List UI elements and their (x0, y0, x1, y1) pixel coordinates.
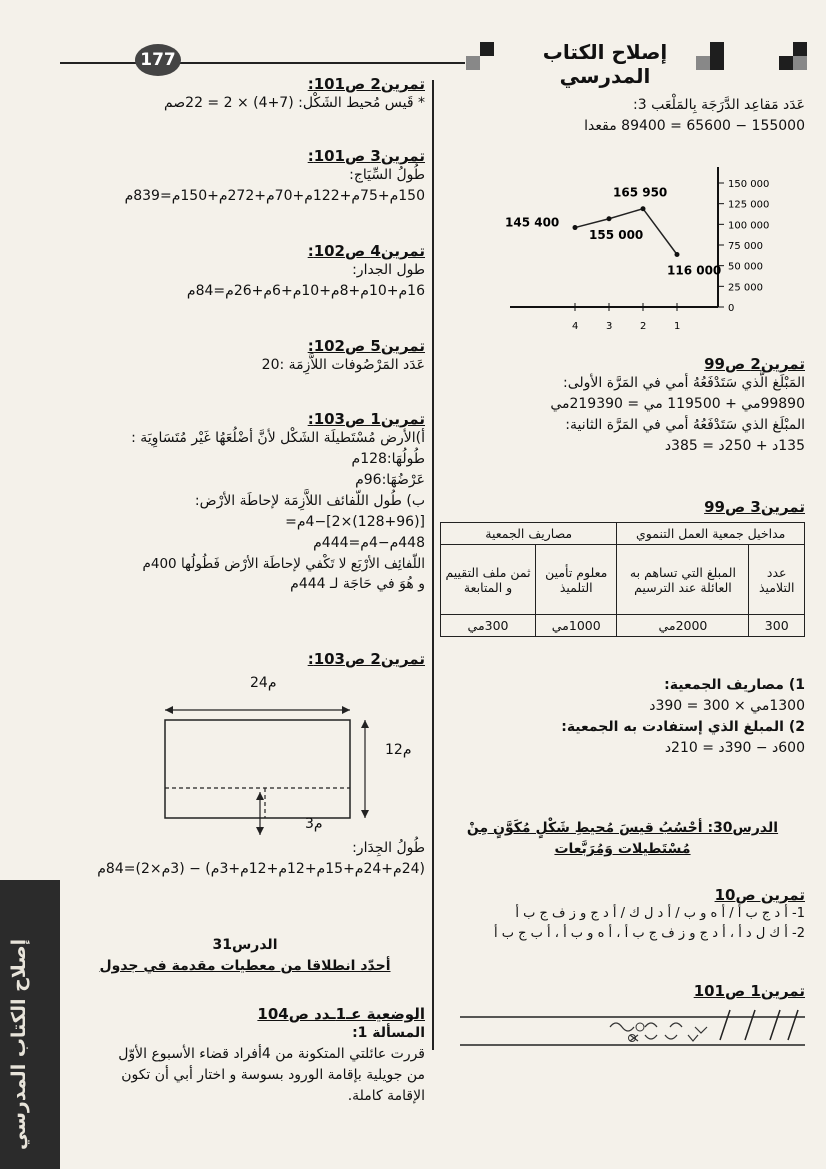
ex2-103 (65, 650, 425, 668)
ex3-99-answers (440, 675, 805, 759)
column-divider (432, 80, 434, 1050)
ex1-101 (440, 982, 805, 1000)
ex4-102-line-2: 16م+10م+8م+10م+6م+26م=84م (186, 283, 425, 299)
y-tick-label: 0 (728, 303, 735, 314)
ex4-102-title: تمرين4 ص102: (307, 242, 425, 260)
situation-line-1: قررت عائلتي المتكونة من 4أفراد قضاء الأسبوع الأوّل (118, 1046, 425, 1062)
data-point (607, 216, 612, 221)
ex1-103-line-8: و هُوَ في حَاجَة لـ 444م (290, 576, 425, 593)
lesson-31-title: الدرس31 (212, 937, 278, 953)
x-tick-label: 1 (674, 321, 681, 332)
ex2-99 (440, 355, 805, 457)
lesson-30 (440, 818, 805, 860)
y-tick-label: 100 000 (728, 220, 770, 232)
col-students: عدد التلاميذ (749, 545, 805, 615)
ex3-99-line-4: 600د − 390د = 210د (664, 740, 805, 756)
ex3-99-line-2: 1300مي × 300 = 390د (649, 698, 805, 714)
ex1-103-line-4: ب) طُول اللّفائف اللاَّزِمَة لإحاطَة الأرْض: (194, 493, 425, 509)
ex10 (440, 886, 805, 943)
data-label: 116 000 (667, 263, 722, 278)
y-tick-label: 150 000 (728, 179, 770, 190)
situation-line-3: الإقامة كاملة. (347, 1088, 425, 1104)
ex1-103-line-3: عَرْضُهَا:96م (355, 472, 425, 488)
x-tick-label: 4 (572, 321, 579, 332)
data-label: 155 000 (589, 227, 644, 242)
data-point (573, 225, 578, 230)
sidebar-tab (0, 880, 60, 1169)
ex3-101 (65, 147, 425, 207)
ex2-103-line-2: (24م+24م+15م+12م+12م+3م) − (3م×2)=84م (97, 861, 425, 877)
ex3-99-line-3: 2) المبلغ الذي إستفادت به الجمعية: (561, 719, 805, 735)
col-file: ثمن ملف التقييم و المتابعة (441, 545, 536, 615)
ex2-99-line-3: المبْلَغ الذي سَتَدْفَعُهُ أمي في المَرَّة الثانية: (565, 417, 805, 433)
data-label: 165 950 (613, 185, 668, 200)
x-tick-label: 3 (606, 321, 613, 332)
ex2-103-title: تمرين2 ص103: (307, 650, 425, 668)
ex2-103-answer (65, 838, 425, 880)
col-insurance: معلوم تأمين التلميذ (536, 545, 617, 615)
ex10-title: تمرين ص10 (714, 886, 805, 904)
y-tick-label: 75 000 (728, 241, 763, 252)
y-tick-label: 25 000 (728, 282, 763, 294)
ex5-102-title: تمرين5 ص102: (307, 337, 425, 355)
col-family: المبلغ التي تساهم به العائلة عند الترسيم (617, 545, 749, 615)
header-title: إصلاح الكتاب المدرسي (542, 40, 668, 88)
ex1-103 (65, 410, 425, 595)
dim-right-label: 12م (385, 742, 412, 758)
right-column (440, 95, 805, 137)
ex1-103-title: تمرين1 ص103: (307, 410, 425, 428)
stadium-calc: 155000 − 65600 = 89400 مقعدا (584, 118, 805, 134)
ex1-103-line-2: طُولُهَا:128م (351, 451, 425, 467)
budget-table (440, 522, 805, 637)
stadium-intro: عَدَد مَقاعِد الدَّرَجَة بِالمَلْعَب 3: (632, 97, 805, 113)
val-file: 300مي (441, 615, 536, 637)
ex2-103-line-1: طُولُ الجِدَار: (352, 840, 425, 856)
ex1-101-title: تمرين1 ص101 (693, 982, 805, 1000)
ex3-99 (440, 498, 805, 516)
ex2-101-title: تمرين2 ص101: (307, 75, 425, 93)
ex3-101-line-1: طُولُ السِّيَاج: (349, 167, 425, 183)
data-point (675, 252, 680, 257)
situation-title: الوضعية عـ1ـدد ص104 (257, 1005, 425, 1023)
left-column-top (65, 75, 425, 114)
data-label: 145 400 (505, 215, 560, 230)
ex4-102 (65, 242, 425, 302)
ex5-102-line: عَدَد المَرْصُوفات اللاَّزِمَة :20 (261, 357, 425, 373)
situation (65, 1005, 425, 1107)
val-students: 300 (749, 615, 805, 637)
ex1-103-line-6: 448م−4م=444م (313, 535, 425, 551)
lesson-30-title-1: الدرس30: أحْسُبُ قيسَ مُحيطِ شَكْلٍ مُكَوَّنٍ مِنْ (466, 820, 779, 836)
x-tick-label: 2 (640, 321, 647, 332)
ex3-99-title: تمرين3 ص99 (704, 498, 805, 516)
lesson-31-subtitle: أحدّد انطلاقا من معطيات مقدمة في جدول (99, 958, 391, 974)
ex4-102-line-1: طول الجدار: (352, 262, 425, 278)
y-tick-label: 50 000 (728, 261, 763, 273)
lesson-30-title-2: مُسْتَطيلات وَمُرَبَّعات (554, 841, 691, 857)
ex2-99-line-1: المَبْلَغ الَّذي سَتَدْفَعُهُ أمي في المَرَّة الأولى: (563, 375, 805, 391)
ex10-line-1: 1- أ د ج ب أ / أ ه و ب / أ د ل ك / أ د ج و ز ف ج ب أ (515, 906, 805, 921)
val-insurance: 1000مي (536, 615, 617, 637)
ex2-99-line-2: 99890مي + 119500 مي = 219390مي (550, 396, 805, 412)
ex1-101-symbol-sketch (460, 1005, 805, 1055)
ex10-line-2: 2- أ ك ل د أ ، أ د ج و ز ف ج ب أ ، أ ه و ب أ ، أ ب ج ب أ (493, 925, 805, 941)
ex3-99-line-1: 1) مصاريف الجمعية: (664, 677, 805, 693)
ex3-101-line-2: 150م+75م+122م+70م+272م+150م=839م (124, 188, 425, 204)
y-tick-label: 125 000 (728, 199, 770, 211)
ex1-103-line-5: [(128+96)×2]−4م= (285, 514, 425, 530)
page-number: 177 (140, 50, 176, 70)
header-income: مداخيل جمعية العمل التنموي (617, 523, 805, 545)
data-point (641, 206, 646, 211)
ex2-99-line-4: 135د + 250د = 385د (664, 438, 805, 454)
dim-notch-label: 3م (305, 816, 323, 832)
header-expenses: مصاريف الجمعية (441, 523, 617, 545)
ex2-99-title: تمرين2 ص99 (704, 355, 805, 373)
dim-top-label: 24م (250, 675, 277, 691)
situation-line-2: من جويلية بإقامة الورود بسوسة و اختار أبي أن تكون (121, 1067, 425, 1083)
ex1-103-line-1: أ)الأرض مُسْتَطيلَة الشَكْل لأنَّ أضْلُعَهُا غَيْر مُتَسَاوِيَة : (131, 430, 425, 446)
page-number-badge (135, 44, 181, 76)
val-family: 2000مي (617, 615, 749, 637)
ex3-101-title: تمرين3 ص101: (307, 147, 425, 165)
wall-figure (155, 680, 395, 840)
lesson-31 (65, 935, 425, 977)
ex2-101-line: * قَيس مُحيط الشَكْل: (7+4) × 2 = 22صم (163, 95, 425, 111)
ex5-102 (65, 337, 425, 376)
ex1-103-line-7: اللّفائِف الأرْبَع لا تَكْفي لإحاطَة الأرْض فَطُولُها 400م (142, 556, 425, 572)
situation-problem: المسألة 1: (352, 1025, 425, 1041)
stadium-line-chart (505, 155, 805, 345)
sidebar-label: إصلاح الكتاب المدرسي (8, 938, 30, 1150)
